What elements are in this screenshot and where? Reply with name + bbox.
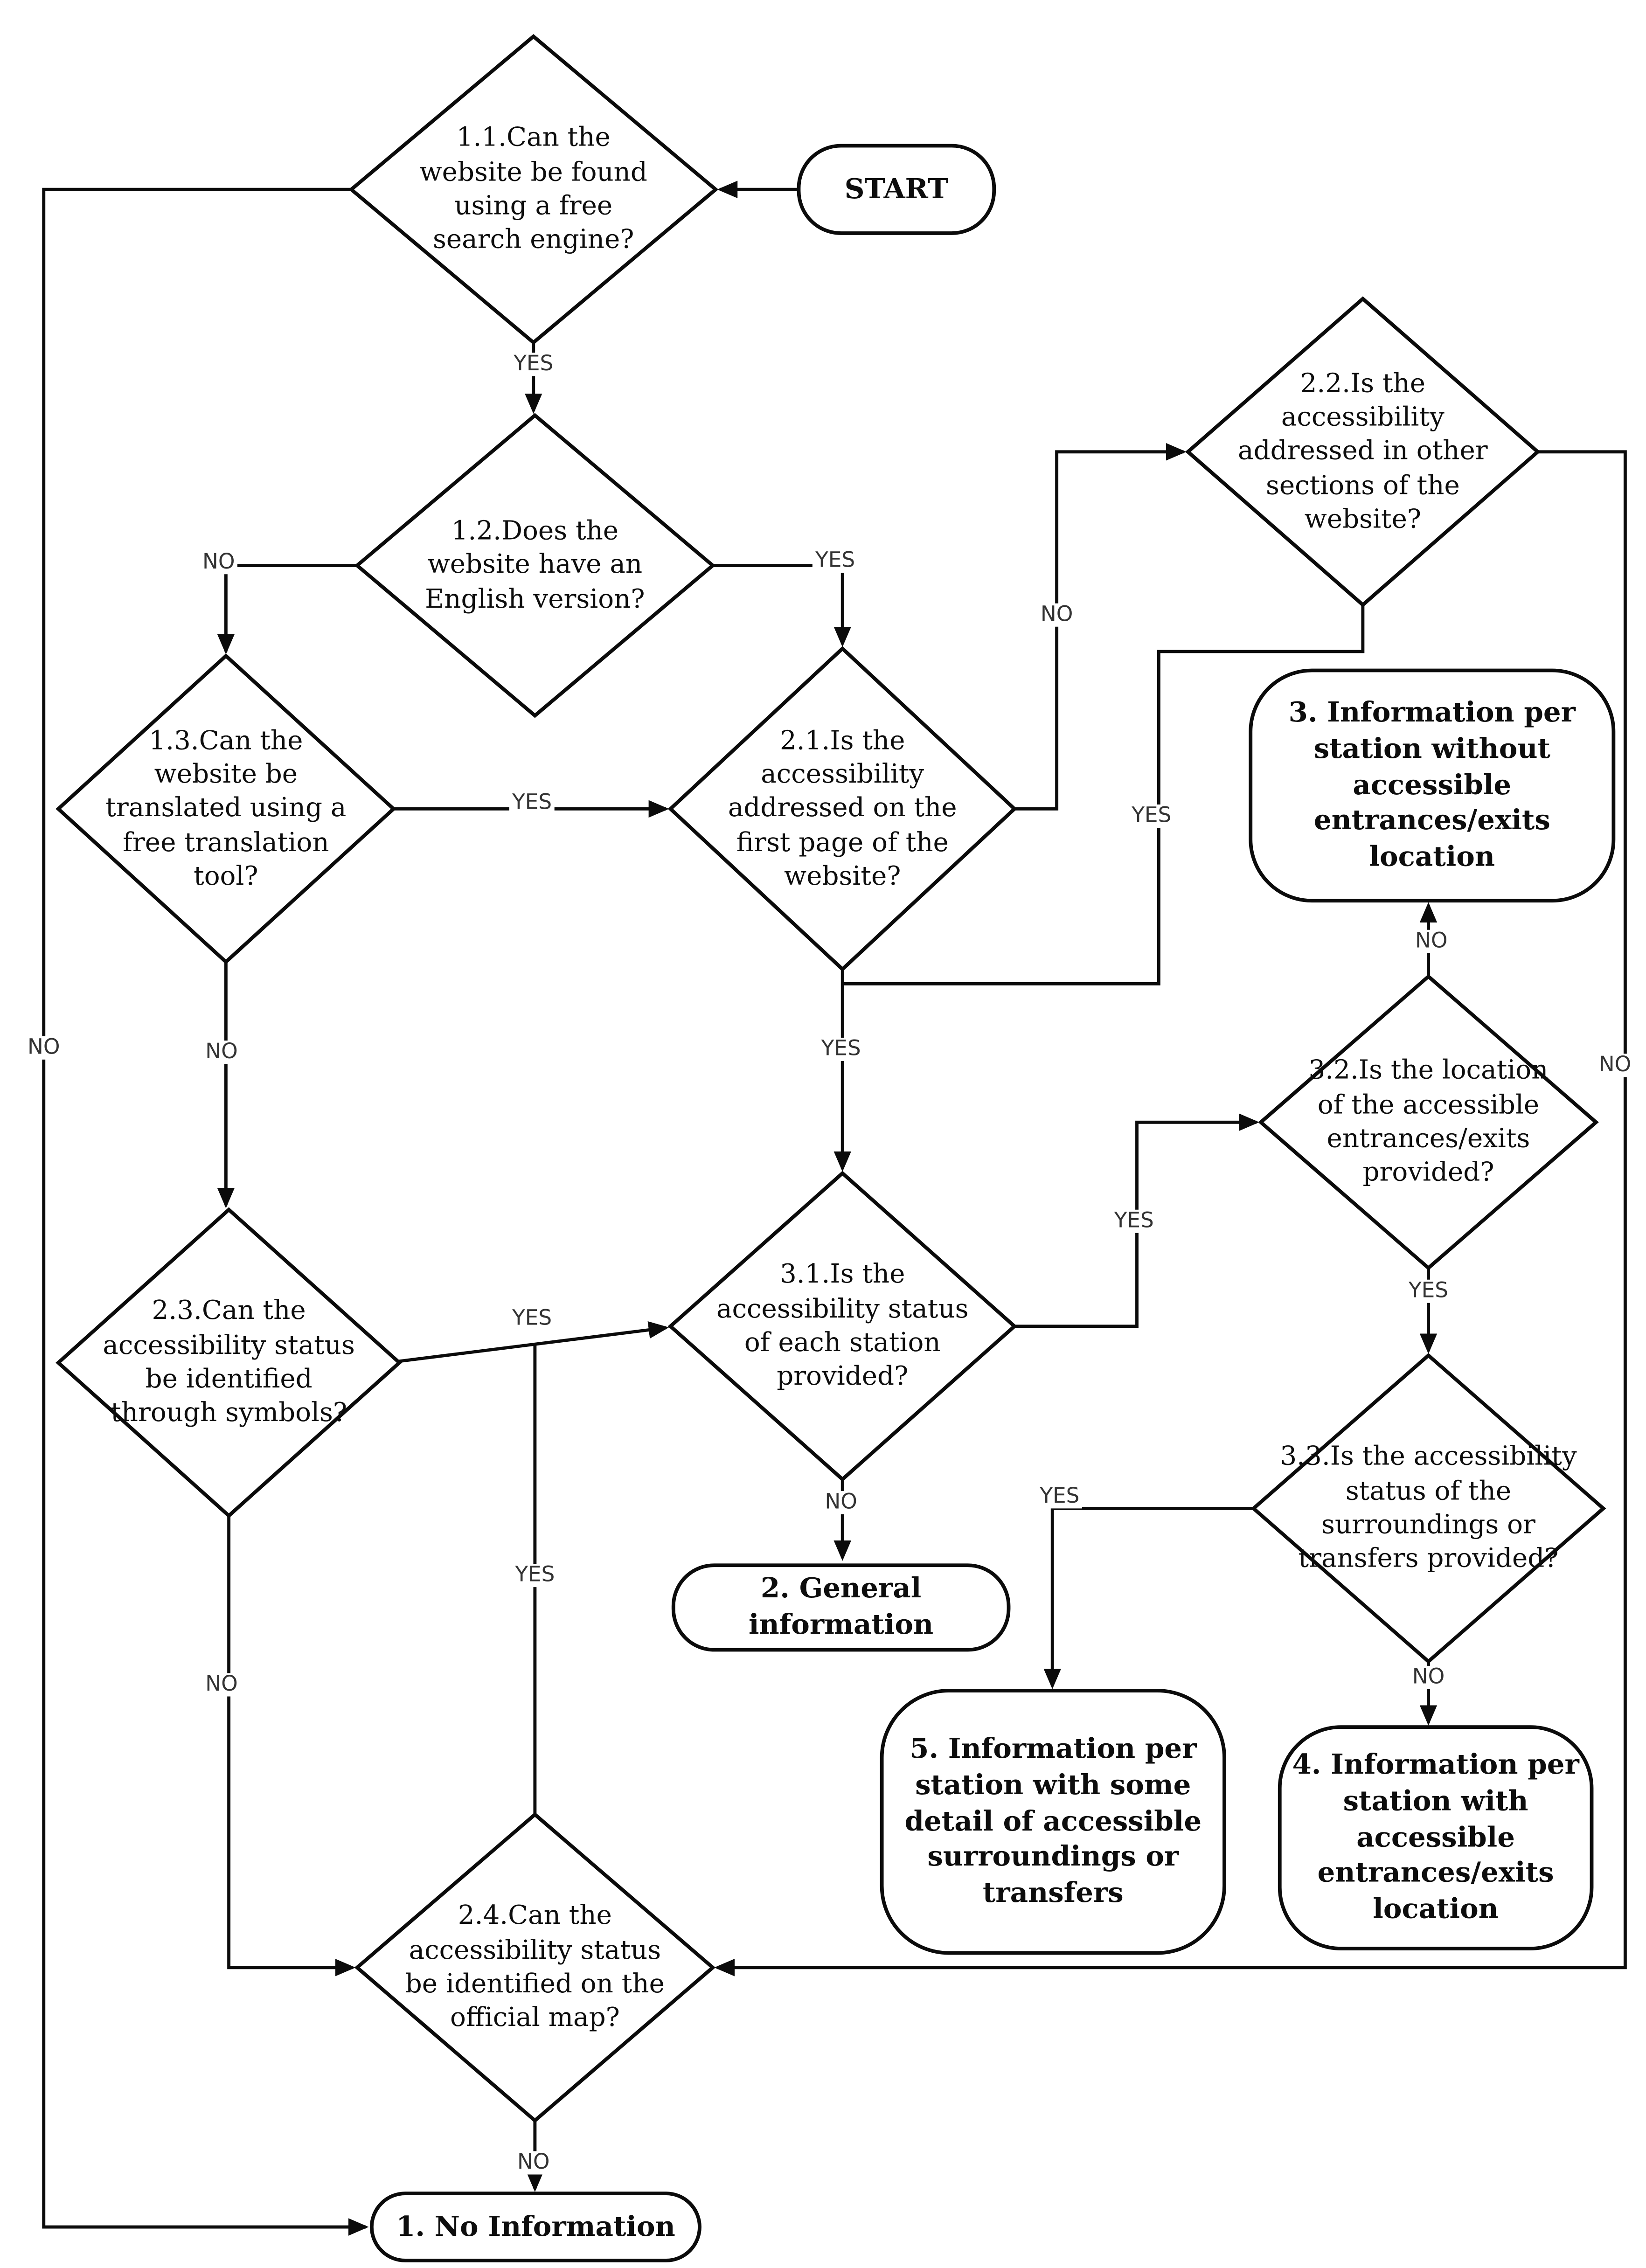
label-no-2-2-to-2-4: NO: [1596, 1054, 1634, 1077]
label-yes-2-4-merge: YES: [512, 1564, 558, 1587]
terminal-1-text: 1. No Information: [396, 2210, 675, 2243]
label-no-1-3-to-2-3: NO: [202, 1040, 241, 1064]
edge-2-3-yes-to-3-1: [399, 1328, 666, 1361]
label-yes-2-1-to-3-1: YES: [818, 1038, 864, 1061]
decision-1-1-text: 1.1.Can the website be found using a free search engine?: [419, 123, 647, 256]
label-no-2-1-to-2-2: NO: [1038, 603, 1076, 627]
label-no-2-3-to-2-4: NO: [202, 1673, 241, 1697]
edge-3-3-yes-to-info-surroundings: [1052, 1508, 1253, 1686]
label-yes-2-3-to-3-1: YES: [509, 1307, 555, 1331]
decision-3-2-text: 3.2.Is the location of the accessible entrances/exits provided?: [1308, 1055, 1549, 1189]
label-no-2-4-to-no-information: NO: [514, 2151, 553, 2175]
decision-1-2-text: 1.2.Does the website have an English version?: [425, 515, 645, 615]
terminal-5-text: 5. Information per station with some detail of accessible surroundings or transfers: [904, 1733, 1202, 1909]
label-no-3-3-to-info-with-entrances: NO: [1409, 1666, 1447, 1689]
terminal-3-text: 3. Information per station without accessible entrances/exits location: [1288, 697, 1576, 873]
decision-2-3-text: 2.3.Can the accessibility status be identified through symbols?: [103, 1296, 355, 1429]
label-yes-1-3-to-2-1: YES: [509, 791, 555, 815]
edge-1-1-no-to-no-information: [44, 189, 366, 2227]
label-yes-3-2-to-3-3: YES: [1406, 1280, 1452, 1303]
terminal-2-text: 2. General information: [748, 1573, 934, 1641]
terminal-4-text: 4. Information per station with accessible entrances/exits location: [1292, 1749, 1579, 1926]
decision-1-3-text: 1.3.Can the website be translated using a free translation tool?: [105, 725, 347, 892]
label-yes-3-1-to-3-2: YES: [1111, 1210, 1157, 1233]
start-node: START: [844, 173, 949, 205]
decision-2-2-text: 2.2.Is the accessibility addressed in other sections of the website?: [1238, 368, 1488, 535]
decision-2-1-text: 2.1.Is the accessibility addressed on the first page of the website?: [728, 725, 957, 892]
label-no-1-2-to-1-3: NO: [200, 551, 238, 574]
edge-2-3-no-to-2-4: [229, 1516, 353, 1968]
label-yes-3-3-to-info-surroundings: YES: [1037, 1485, 1083, 1508]
label-no-3-1-to-general-information: NO: [822, 1491, 860, 1514]
edge-1-2-yes-to-2-1: [713, 566, 842, 645]
decision-2-4-text: 2.4.Can the accessibility status be identified on the official map?: [405, 1900, 665, 2034]
edge-1-2-no-to-1-3: [226, 566, 357, 652]
label-no-1-1-to-no-information: NO: [25, 1036, 63, 1060]
decision-3-3-text: 3.3.Is the accessibility status of the surroundings or transfers provided?: [1280, 1442, 1577, 1575]
decision-3-1-text: 3.1.Is the accessibility status of each station provided?: [716, 1259, 969, 1393]
label-yes-1-1-to-1-2: YES: [511, 353, 556, 376]
label-yes-1-2-to-2-1: YES: [813, 549, 858, 573]
label-no-3-2-to-info-without-entrances: NO: [1412, 930, 1451, 953]
label-yes-2-2-merge: YES: [1129, 805, 1174, 828]
